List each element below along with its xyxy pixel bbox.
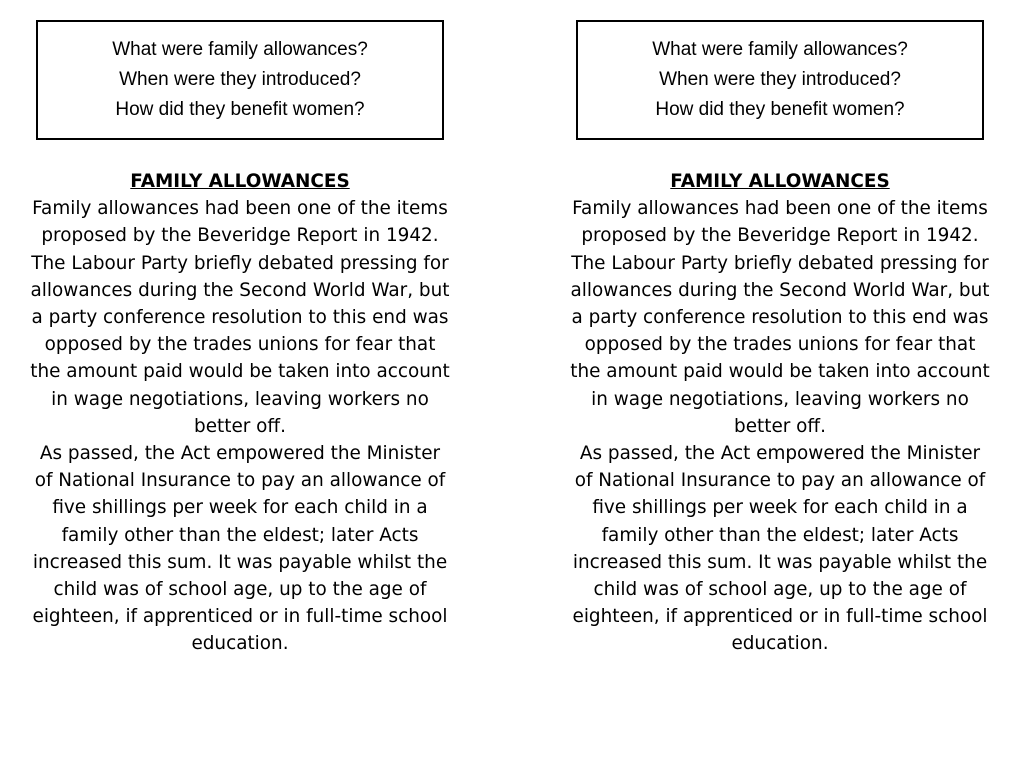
- article-paragraph-2: As passed, the Act empowered the Minister of National Insurance to pay an allowance of five shillings per week for each child in a family other than the eldest; later Acts increased this sum. It was payable whilst the child was of school age, up to the age of eighteen, if apprenticed or in full-time school education.: [32, 443, 448, 655]
- right-handout: [570, 0, 996, 768]
- question-3: How did they benefit women?: [115, 99, 365, 120]
- question-2: When were they introduced?: [659, 69, 901, 90]
- question-2: When were they introduced?: [119, 69, 361, 90]
- question-3: How did they benefit women?: [655, 99, 905, 120]
- question-box: [576, 20, 984, 140]
- question-box: [36, 20, 444, 140]
- article-paragraph-2: As passed, the Act empowered the Minister of National Insurance to pay an allowance of five shillings per week for each child in a family other than the eldest; later Acts increased this sum. It was payable whilst the child was of school age, up to the age of eighteen, if apprenticed or in full-time school education.: [572, 443, 988, 655]
- question-1: What were family allowances?: [652, 39, 908, 60]
- left-handout: [30, 0, 456, 768]
- article-heading: FAMILY ALLOWANCES: [670, 171, 890, 192]
- article-heading: FAMILY ALLOWANCES: [130, 171, 350, 192]
- article-paragraph-1: Family allowances had been one of the items proposed by the Beveridge Report in 1942. The Labour Party briefly debated pressing for allowances during the Second World War, but a party conference resolution to this end was opposed by the trades unions for fear that the amount paid would be taken into account in wage negotiations, leaving workers no better off.: [570, 198, 990, 437]
- question-1: What were family allowances?: [112, 39, 368, 60]
- article-paragraph-1: Family allowances had been one of the items proposed by the Beveridge Report in 1942. The Labour Party briefly debated pressing for allowances during the Second World War, but a party conference resolution to this end was opposed by the trades unions for fear that the amount paid would be taken into account in wage negotiations, leaving workers no better off.: [30, 198, 450, 437]
- article: [30, 168, 450, 658]
- article: [570, 168, 990, 658]
